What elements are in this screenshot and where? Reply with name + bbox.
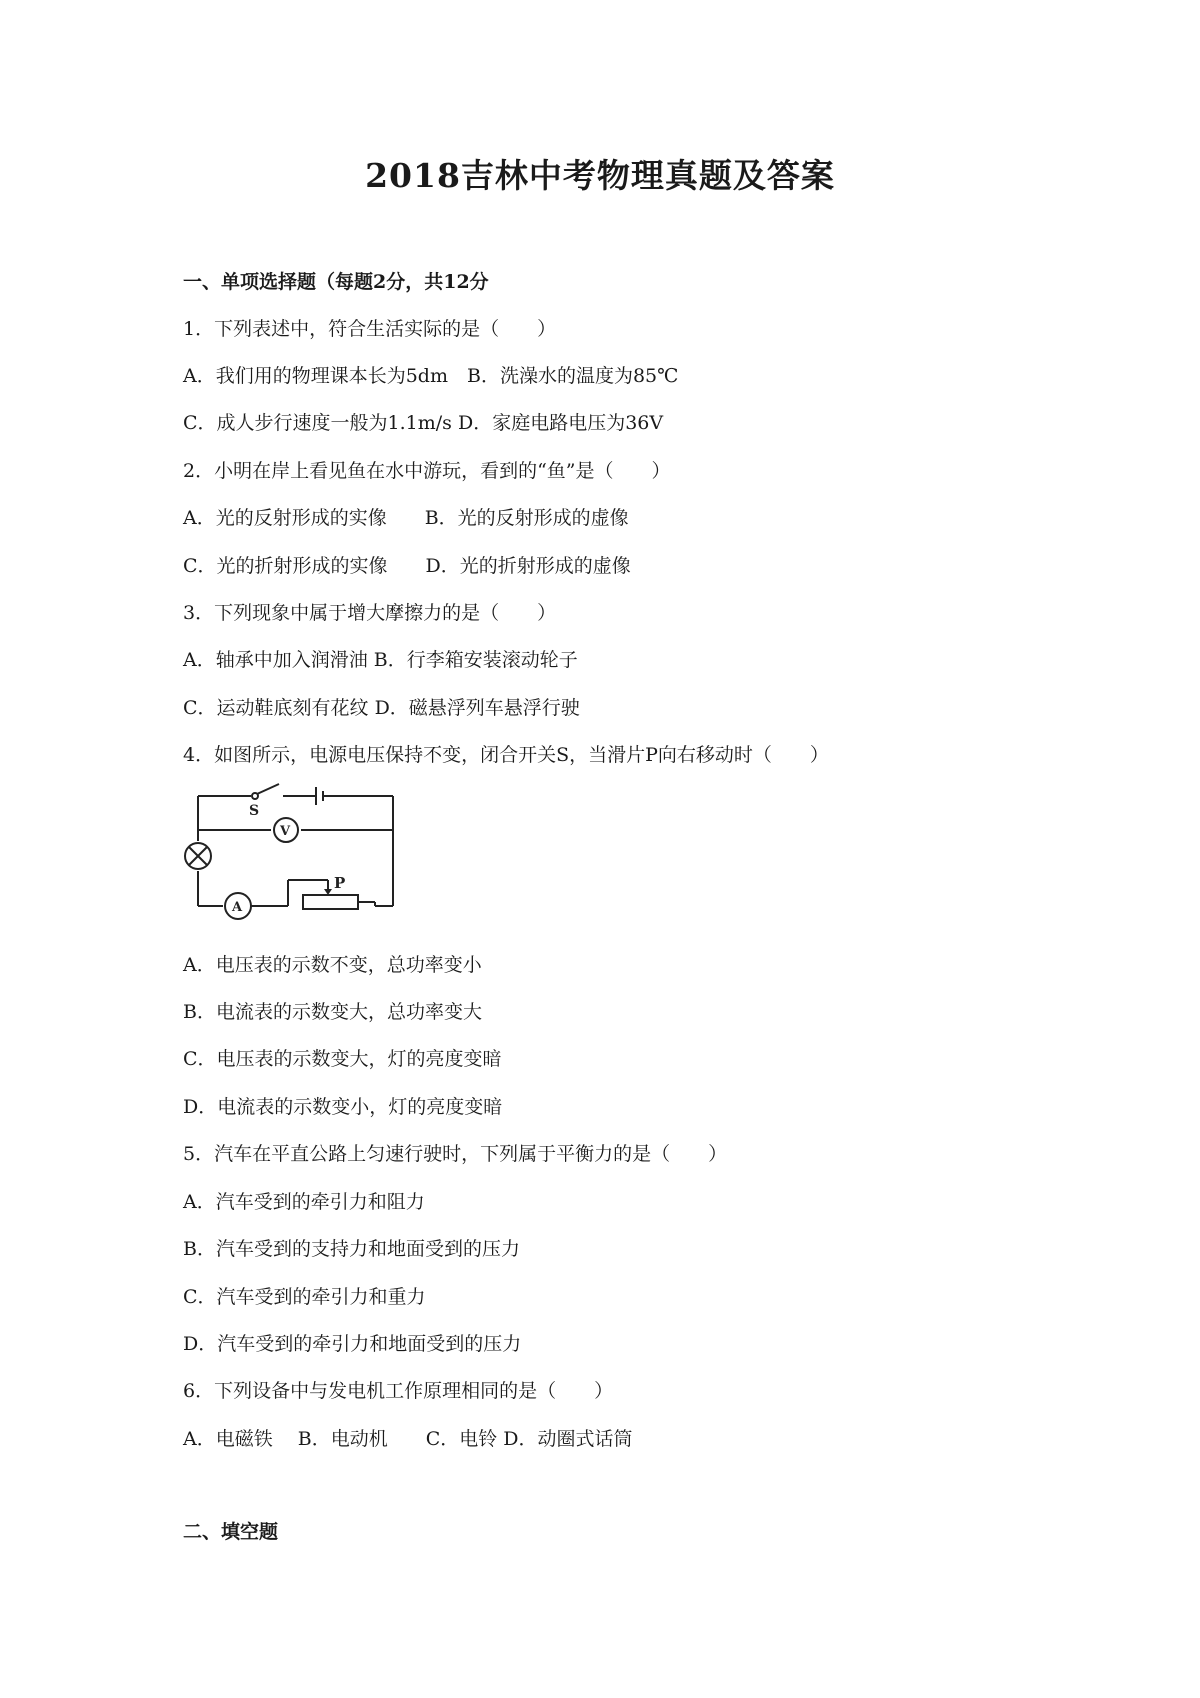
question-4-option-c: C．电压表的示数变大，灯的亮度变暗 [183,1048,502,1070]
question-6: 6．下列设备中与发电机工作原理相同的是（ ） [183,1380,614,1402]
document-title: 2018吉林中考物理真题及答案 [365,156,835,195]
switch-label: S [249,803,260,819]
question-2-options-cd: C．光的折射形成的实像 D．光的折射形成的虚像 [183,555,631,577]
ammeter-label: A [232,900,243,915]
question-2: 2．小明在岸上看见鱼在水中游玩，看到的“鱼”是（ ） [183,460,671,482]
question-2-options-ab: A．光的反射形成的实像 B．光的反射形成的虚像 [183,507,629,529]
question-4: 4．如图所示，电源电压保持不变，闭合开关S，当滑片P向右移动时（ ） [183,744,829,766]
section-heading-choice: 一、单项选择题（每题2分，共12分 [183,271,489,293]
question-1: 1．下列表述中，符合生活实际的是（ ） [183,318,557,340]
question-5: 5．汽车在平直公路上匀速行驶时，下列属于平衡力的是（ ） [183,1143,728,1165]
question-5-option-d: D．汽车受到的牵引力和地面受到的压力 [183,1333,522,1355]
circuit-diagram [183,778,408,923]
slider-label: P [334,874,346,892]
question-3: 3．下列现象中属于增大摩擦力的是（ ） [183,602,557,624]
question-5-option-c: C．汽车受到的牵引力和重力 [183,1286,426,1308]
question-4-option-a: A．电压表的示数不变，总功率变小 [183,954,482,976]
question-6-options: A．电磁铁 B．电动机 C．电铃 D．动圈式话筒 [183,1428,633,1450]
question-3-options-cd: C．运动鞋底刻有花纹 D．磁悬浮列车悬浮行驶 [183,697,580,719]
question-5-option-b: B．汽车受到的支持力和地面受到的压力 [183,1238,520,1260]
question-1-options-ab: A．我们用的物理课本长为5dm B．洗澡水的温度为85℃ [183,365,679,387]
question-4-option-d: D．电流表的示数变小，灯的亮度变暗 [183,1096,503,1118]
voltmeter-label: V [280,824,291,839]
question-5-option-a: A．汽车受到的牵引力和阻力 [183,1191,425,1213]
question-4-option-b: B．电流表的示数变大，总功率变大 [183,1001,482,1023]
question-1-options-cd: C．成人步行速度一般为1.1m/s D．家庭电路电压为36V [183,412,664,434]
section-heading-fill-blank: 二、填空题 [183,1521,279,1543]
question-3-options-ab: A．轴承中加入润滑油 B．行李箱安装滚动轮子 [183,649,578,671]
